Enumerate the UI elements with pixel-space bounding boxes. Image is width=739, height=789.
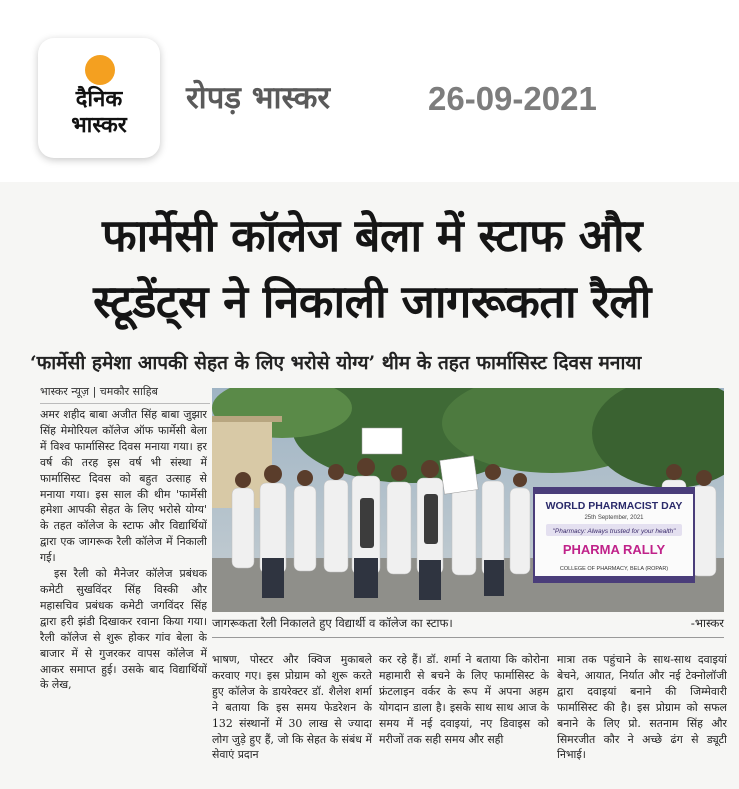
- banner-title: WORLD PHARMACIST DAY: [545, 500, 683, 512]
- article-paragraph: मात्रा तक पहुंचाने के साथ-साथ दवाइयां बेचने, आयात, निर्यात और नई टेक्नोलॉजी द्वारा दवाइयां बनाने की जिम्मेवारी फार्मासिस्ट की है। इस प्रोग्राम को सफल बनाने के लिए प्रो. सतनाम सिंह और सिमरजीत कौर ने अच्छे ढंग से ड्यूटी निभाई।: [557, 653, 727, 762]
- banner-rally: PHARMA RALLY: [562, 542, 666, 557]
- rally-photo-illustration: [212, 388, 724, 612]
- article-paragraph: भाषण, पोस्टर और क्विज मुकाबले करवाए गए। इस प्रोग्राम को शुरू करते हुए कॉलेज के डायरेक्टर डॉ. शैलेश शर्मा ने बताया कि इस समय फेडरेशन के 132 संस्थानों में 30 लाख से ज्यादा लोग जुड़े हुए हैं, जो कि सेहत के संबंध में सेवाएं प्रदान: [212, 653, 372, 762]
- banner-date: 25th September, 2021: [584, 515, 644, 521]
- byline: भास्कर न्यूज़ | चमकौर साहिब: [40, 384, 210, 404]
- article-column-1: [40, 407, 207, 782]
- article-column-4: [557, 652, 727, 780]
- article-paragraph: इस रैली को मैनेजर कॉलेज प्रबंधक कमेटी सुखविंदर सिंह विस्की और महासचिव प्रबंधक कमेटी जगविंदर सिंह द्वारा हरी झंडी दिखाकर रवाना किया गया। रैली कॉलेज से शुरू होकर गांव बेला के बाजार में से गुजरकर वापस कॉलेज में आकर समाप्त हुई। उसके बाद विद्यार्थियों के लेख,: [40, 567, 207, 692]
- article-column-3: [379, 652, 549, 780]
- headline-line-2: स्टूडेंट्स ने निकाली जागरूकता रैली: [93, 275, 651, 328]
- photo-credit: -भास्कर: [690, 616, 724, 630]
- banner-theme: "Pharmacy: Always trusted for your health": [552, 528, 676, 535]
- edition-name: रोपड़ भास्कर: [186, 80, 331, 116]
- rally-photo: [212, 388, 724, 612]
- headline-line-1: फार्मेसी कॉलेज बेला में स्टाफ और: [101, 209, 643, 262]
- photo-caption-text: जागरूकता रैली निकालते हुए विद्यार्थी व कॉलेज का स्टाफ।: [212, 616, 453, 630]
- pharma-rally-banner: [534, 488, 694, 582]
- banner-college: COLLEGE OF PHARMACY, BELA (ROPAR): [559, 566, 669, 572]
- dainik-bhaskar-logo: [38, 38, 160, 158]
- logo-sun-icon: [85, 55, 115, 85]
- article-column-2: [212, 652, 372, 780]
- article-paragraph: अमर शहीद बाबा अजीत सिंह बाबा जुझार सिंह मेमोरियल कॉलेज ऑफ फार्मेसी बेला में विश्व फार्मासिस्ट दिवस मनाया गया। हर वर्ष की तरह इस वर्ष भी संस्था में फार्मासिस्ट दिवस को बहुत उत्साह से मनाया गया। इस साल की थीम 'फार्मेसी हमेशा आपकी सेहत के लिए भरोसे योग्य' के तहत कॉलेज के स्टाफ और विद्यार्थियों द्वारा एक जागरूक रैली कॉलेज में निकाली गई।: [40, 408, 207, 565]
- subheadline: ‘फार्मेसी हमेशा आपकी सेहत के लिए भरोसे योग्य’ थीम के तहत फार्मासिस्ट दिवस मनाया: [30, 352, 642, 374]
- article-paragraph: कर रहे हैं। डॉ. शर्मा ने बताया कि कोरोना महामारी से बचने के लिए फार्मासिस्ट के फ्रंटलाइन वर्कर के रूप में अपना अहम योगदान डाला है। इसके साथ साथ आज के समय में नई दवाइयां, नए डिवाइस को मरीजों तक सही समय और सही: [379, 653, 549, 746]
- publication-date: 26-09-2021: [428, 80, 597, 117]
- logo-text-line2: भास्कर: [71, 113, 127, 138]
- logo-text-line1: दैनिक: [75, 87, 123, 112]
- photo-caption: [212, 616, 724, 638]
